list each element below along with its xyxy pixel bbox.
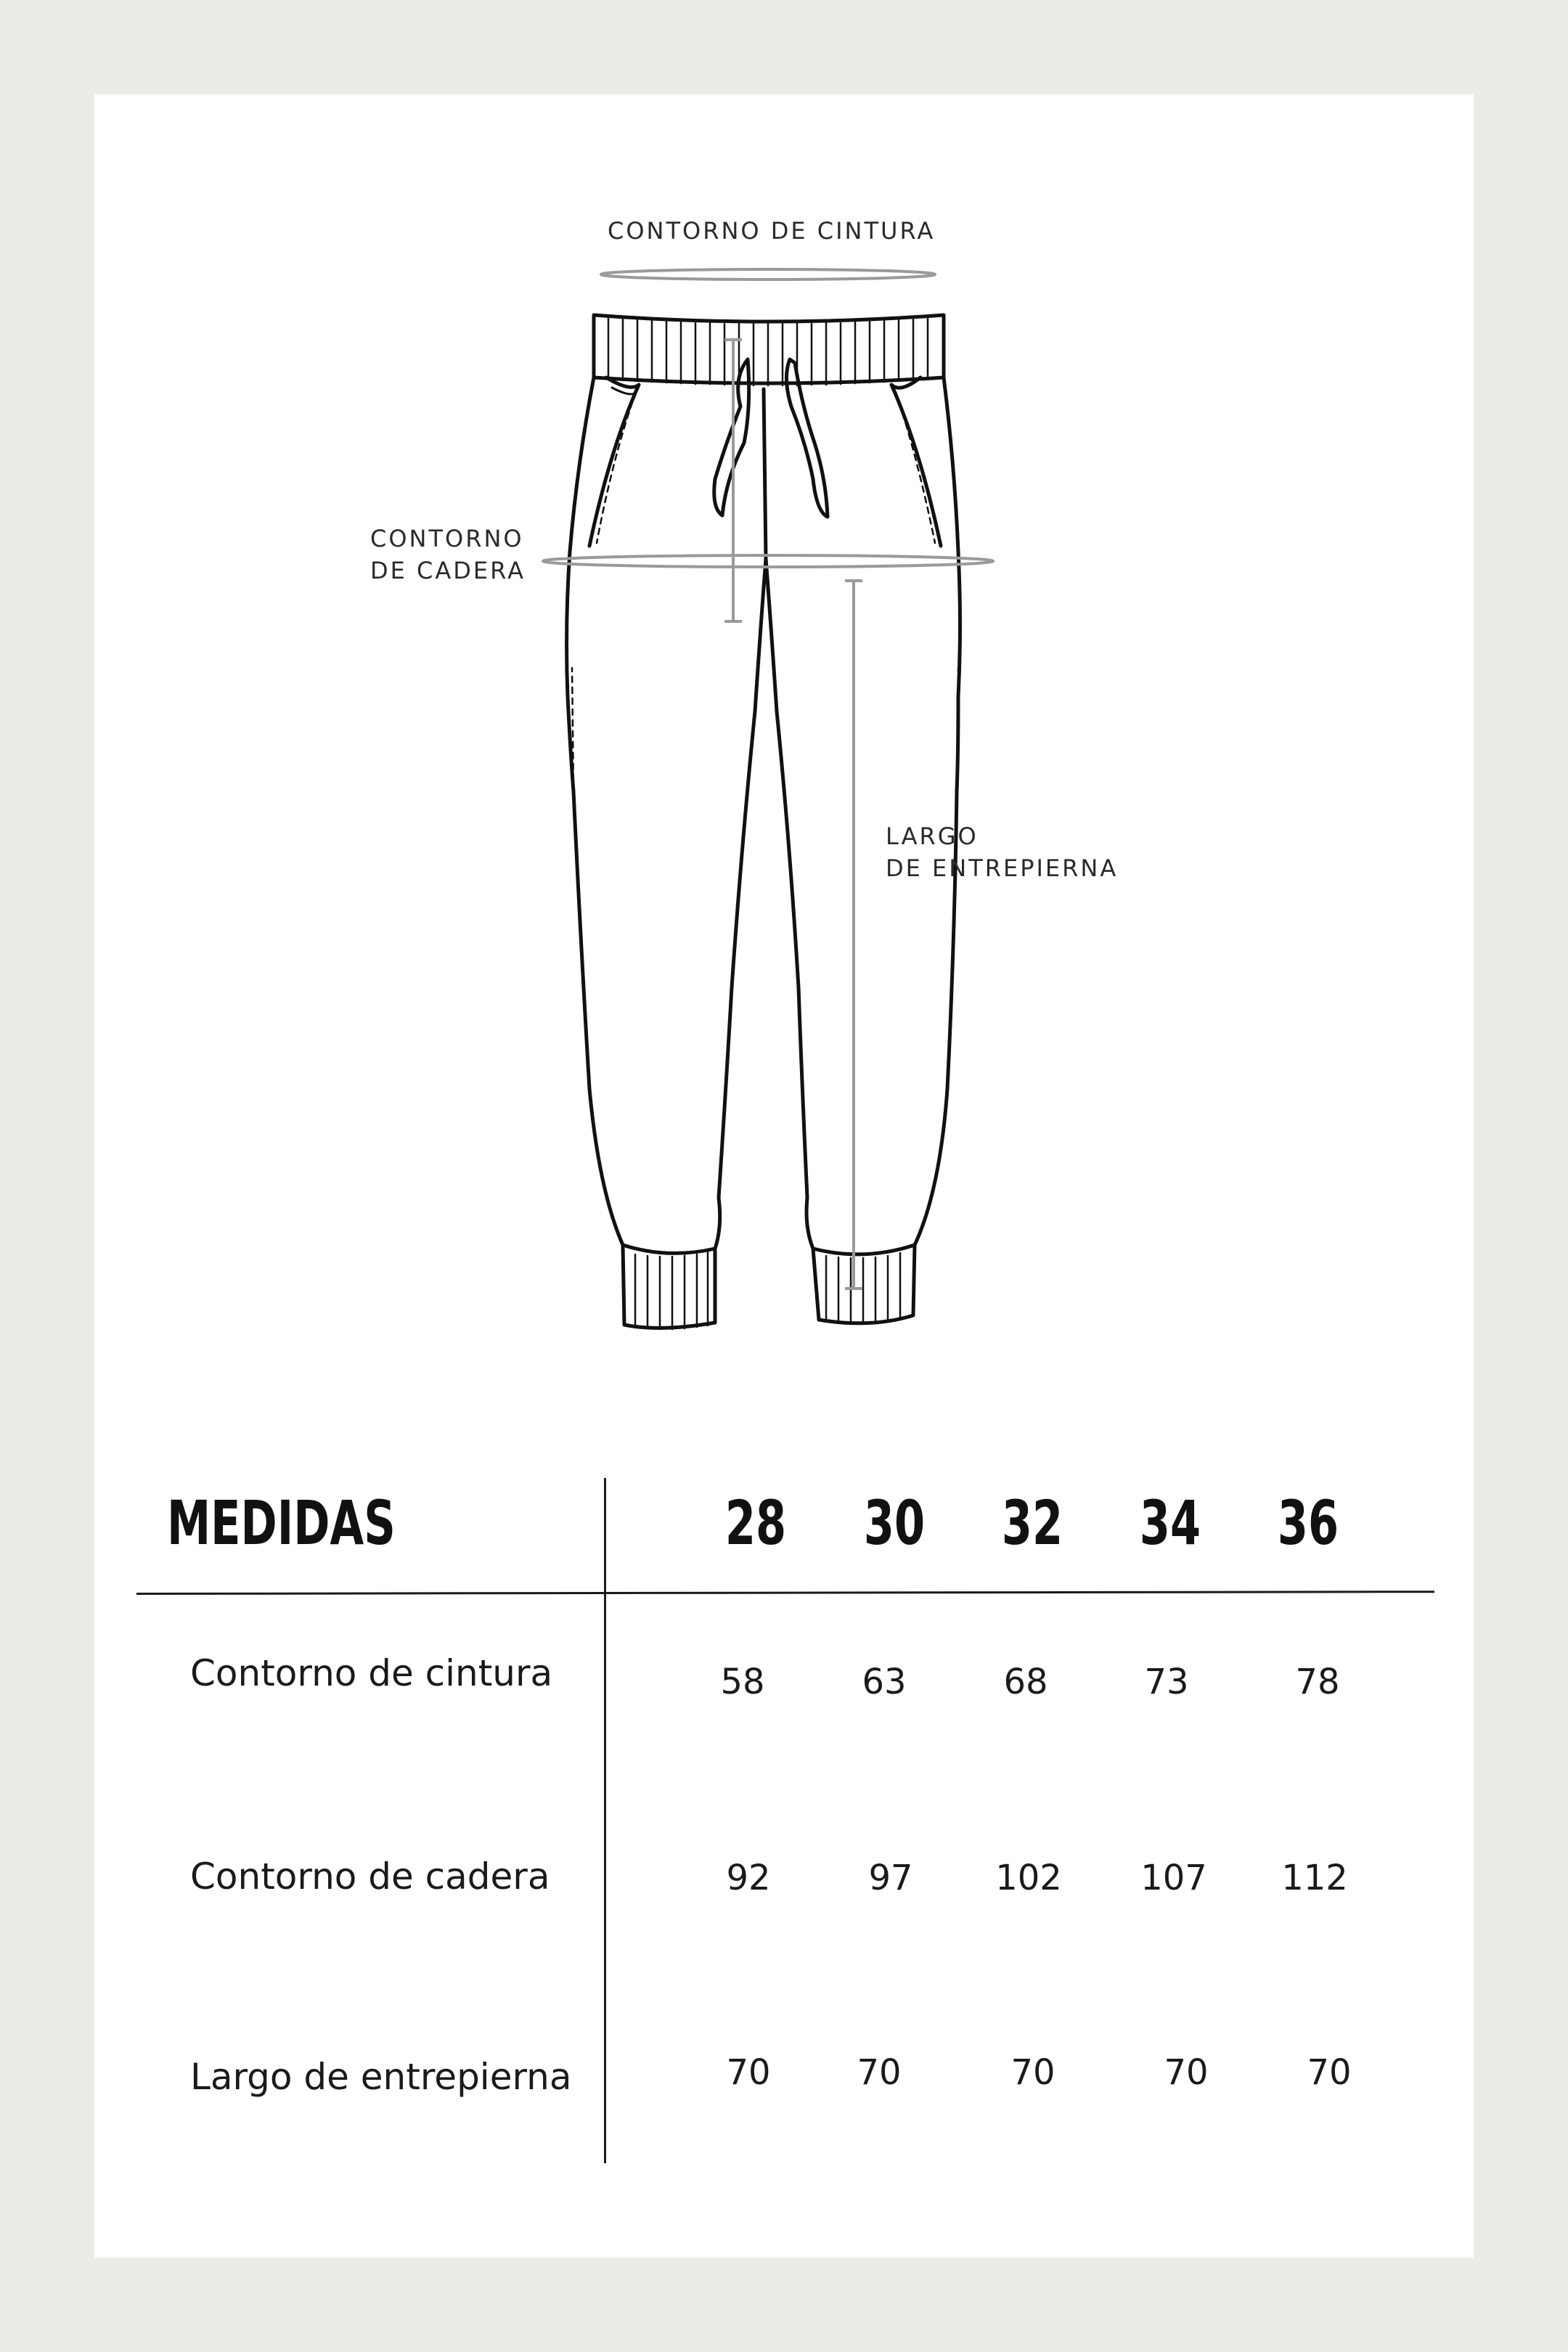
table-cell: 70 — [726, 2052, 771, 2093]
table-cell: 92 — [726, 1858, 771, 1898]
column-divider — [604, 1478, 606, 2163]
table-cell: 58 — [720, 1662, 765, 1702]
table-cell: 112 — [1281, 1858, 1348, 1898]
row-label-inseam: Largo de entrepierna — [190, 2056, 572, 2098]
hip-label-line1: CONTORNO — [370, 525, 524, 552]
table-cell: 73 — [1144, 1662, 1189, 1702]
table-cell: 70 — [1164, 2052, 1209, 2093]
table-cell: 102 — [995, 1858, 1062, 1898]
table-cell: 68 — [1003, 1662, 1048, 1702]
size-header-32: 32 — [1001, 1487, 1063, 1559]
table-cell: 70 — [857, 2052, 902, 2093]
waistband-ribs — [608, 318, 928, 385]
inseam-label-line1: LARGO — [886, 822, 979, 850]
table-cell: 70 — [1010, 2052, 1055, 2093]
size-header-30: 30 — [863, 1487, 926, 1559]
hip-label-line2: DE CADERA — [370, 557, 526, 584]
size-header-34: 34 — [1139, 1487, 1201, 1559]
hip-label — [370, 523, 526, 587]
inseam-label-line2: DE ENTREPIERNA — [886, 854, 1119, 882]
table-cell: 107 — [1140, 1858, 1207, 1898]
inseam-label — [886, 820, 1118, 884]
row-label-hip: Contorno de cadera — [190, 1855, 550, 1898]
table-cell: 63 — [862, 1662, 907, 1702]
size-header-28: 28 — [724, 1487, 787, 1559]
cuff-ribs — [635, 1252, 900, 1329]
table-cell: 70 — [1307, 2052, 1352, 2093]
waist-measure-line — [601, 269, 935, 279]
table-cell: 78 — [1295, 1662, 1340, 1702]
table-cell: 97 — [868, 1858, 913, 1898]
inseam-measure-line — [845, 581, 862, 1289]
row-label-waist: Contorno de cintura — [190, 1652, 553, 1694]
waist-label: CONTORNO DE CINTURA — [608, 217, 936, 245]
table-header-label: MEDIDAS — [167, 1487, 396, 1559]
size-header-36: 36 — [1277, 1487, 1339, 1559]
